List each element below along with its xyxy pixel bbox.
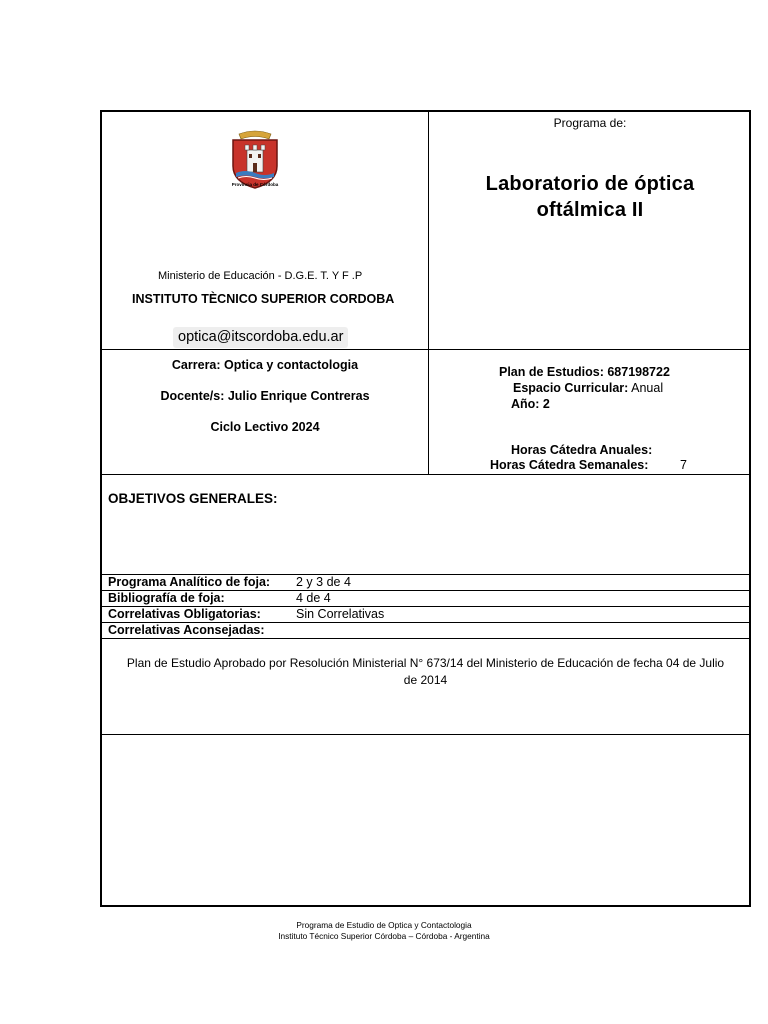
row-line-2 — [102, 474, 749, 475]
espacio-curricular — [513, 381, 663, 395]
institute-name: INSTITUTO TÈCNICO SUPERIOR CORDOBA — [132, 292, 395, 306]
horas-semanales-label: Horas Cátedra Semanales: — [490, 458, 649, 472]
row-line-7 — [102, 638, 749, 639]
bibliografia-value: 4 de 4 — [296, 591, 331, 605]
espacio-curricular-label: Espacio Curricular: — [513, 381, 629, 395]
programa-analitico-label: Programa Analítico de foja: — [108, 575, 271, 589]
row-line-1 — [102, 349, 749, 350]
correlativas-obligatorias-label: Correlativas Obligatorias: — [108, 607, 261, 621]
logo-caption: Provincia de Córdoba — [231, 182, 279, 187]
footer-line1: Programa de Estudio de Optica y Contactologia — [296, 920, 472, 930]
programa-label: Programa de: — [553, 116, 627, 130]
cordoba-coat-of-arms-icon — [228, 128, 282, 190]
footer-line2: Instituto Técnico Superior Córdoba – Córdoba - Argentina — [278, 931, 490, 941]
email-link[interactable]: optica@itscordoba.edu.ar — [173, 327, 348, 348]
row-line-8 — [102, 734, 749, 735]
objetivos-heading: OBJETIVOS GENERALES: — [108, 491, 278, 506]
ministry-label: Ministerio de Educación - D.G.E. T. Y F .P — [158, 270, 363, 282]
carrera-label: Carrera: Optica y contactologia — [171, 358, 359, 372]
anio-label: Año: 2 — [511, 397, 550, 411]
correlativas-aconsejadas-label: Correlativas Aconsejadas: — [108, 623, 265, 637]
bibliografia-label: Bibliografía de foja: — [108, 591, 225, 605]
horas-anuales-label: Horas Cátedra Anuales: — [511, 443, 653, 457]
resolucion-line2: de 2014 — [403, 673, 448, 687]
resolucion-line1: Plan de Estudio Aprobado por Resolución Ministerial N° 673/14 del Ministerio de Educación de fecha 04 de Julio — [126, 656, 725, 670]
course-title-line1: Laboratorio de óptica — [485, 173, 695, 195]
plan-estudios-label: Plan de Estudios: 687198722 — [499, 365, 670, 379]
docente-label: Docente/s: Julio Enrique Contreras — [160, 389, 370, 403]
horas-semanales-value: 7 — [680, 458, 687, 472]
programa-analitico-value: 2 y 3 de 4 — [296, 575, 351, 589]
ciclo-label: Ciclo Lectivo 2024 — [210, 420, 320, 434]
course-title-line2: oftálmica II — [536, 199, 644, 221]
correlativas-obligatorias-value: Sin Correlativas — [296, 607, 385, 621]
espacio-curricular-value: Anual — [631, 381, 664, 395]
header-divider — [428, 112, 429, 474]
program-form — [100, 110, 751, 907]
